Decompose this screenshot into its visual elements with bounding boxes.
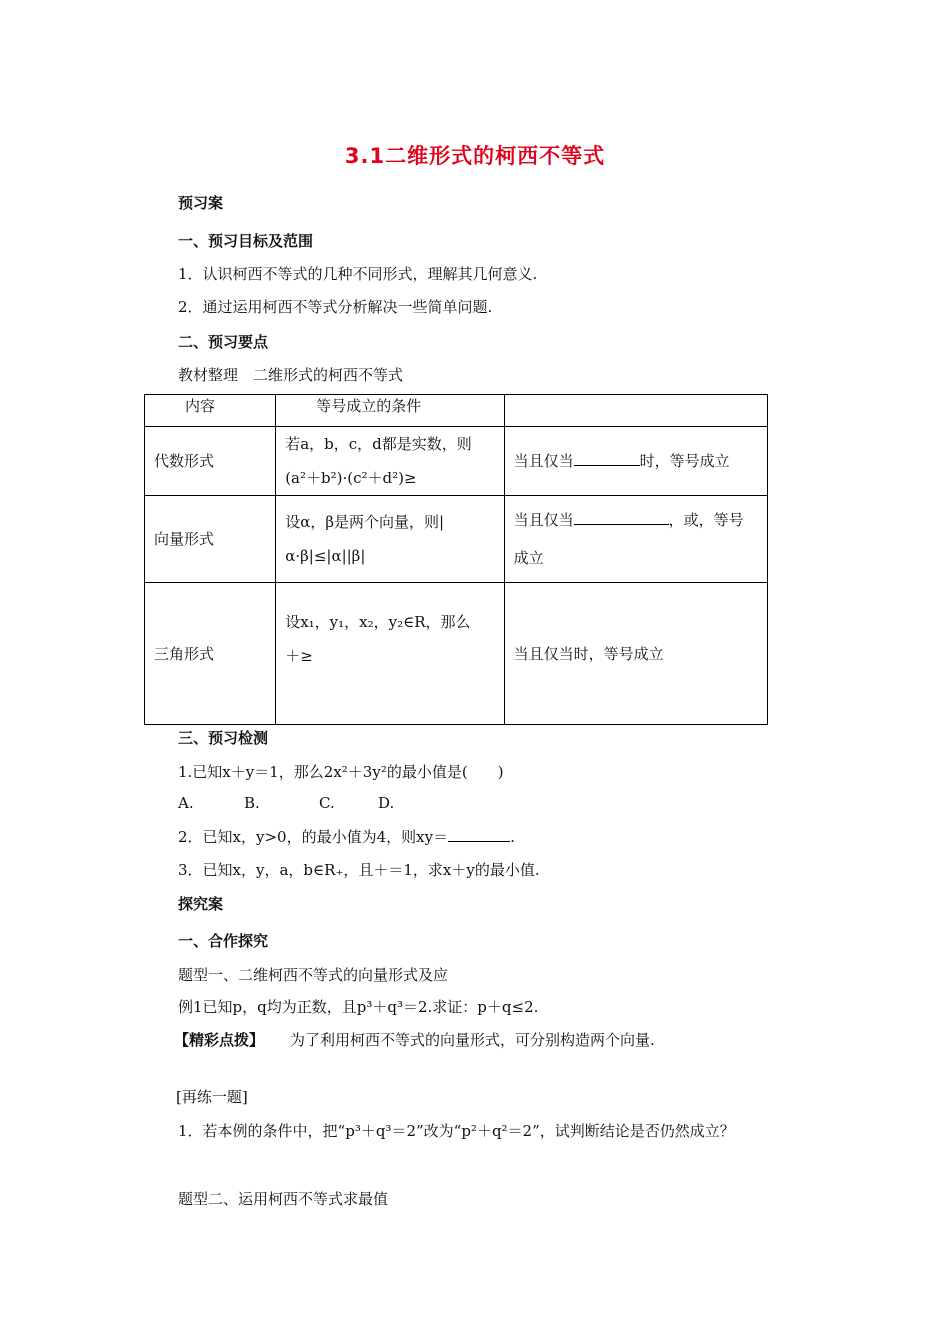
condition-text: 当且仅当 xyxy=(513,452,574,470)
condition-text: 时，等号成立 xyxy=(639,452,730,470)
section-3-heading: 三、预习检测 xyxy=(178,729,269,747)
content-line: 设α，β是两个向量，则| xyxy=(285,513,445,531)
table-row xyxy=(145,583,768,725)
content-line: α·β|≤|α||β| xyxy=(285,547,366,565)
form-trigonometric: 三角形式 xyxy=(145,583,276,725)
form-vector: 向量形式 xyxy=(145,496,276,583)
content-vector xyxy=(276,496,504,583)
question-1: 1.已知x＋y＝1，那么2x²＋3y²的最小值是( ) xyxy=(178,763,504,781)
question-2-text: . xyxy=(510,828,515,846)
option-b: B. xyxy=(244,794,260,812)
explore-heading: 探究案 xyxy=(178,895,224,913)
cooperation-heading: 一、合作探究 xyxy=(178,932,269,950)
option-a: A. xyxy=(178,794,194,812)
condition-algebraic xyxy=(504,427,767,496)
cauchy-forms-table xyxy=(144,394,768,725)
condition-vector xyxy=(504,496,767,583)
tip xyxy=(174,1029,655,1050)
section-1-heading: 一、预习目标及范围 xyxy=(178,232,314,250)
content-line: 若a，b，c，d都是实数，则 xyxy=(285,435,472,453)
answer-blank xyxy=(574,451,640,466)
header-empty xyxy=(504,395,767,427)
page-title: 3.1二维形式的柯西不等式 xyxy=(344,144,606,168)
condition-text: 成立 xyxy=(513,549,544,567)
question-2-text: 2．已知x，y>0，的最小值为4，则xy＝ xyxy=(178,828,449,846)
option-d: D. xyxy=(378,794,395,812)
type-2-heading: 题型二、运用柯西不等式求最值 xyxy=(178,1190,389,1208)
question-2 xyxy=(178,826,515,847)
table-row xyxy=(145,496,768,583)
content-line: (a²＋b²)·(c²＋d²)≥ xyxy=(285,469,417,487)
tip-label: 【精彩点拨】 xyxy=(174,1031,265,1049)
header-content: 内容 xyxy=(145,395,276,427)
condition-trigonometric: 当且仅当时，等号成立 xyxy=(504,583,767,725)
preview-heading: 预习案 xyxy=(178,194,224,212)
table-row xyxy=(145,427,768,496)
practice-label: [再练一题] xyxy=(176,1088,248,1106)
question-3: 3．已知x，y，a，b∈R₊，且＋＝1，求x＋y的最小值. xyxy=(178,861,540,879)
header-condition: 等号成立的条件 xyxy=(276,395,504,427)
goal-item-2: 2．通过运用柯西不等式分析解决一些简单问题. xyxy=(178,298,493,316)
answer-blank xyxy=(574,510,669,525)
condition-text: 当且仅当 xyxy=(513,511,574,529)
table-header-row xyxy=(145,395,768,427)
table-caption: 教材整理 二维形式的柯西不等式 xyxy=(178,366,404,384)
option-c: C. xyxy=(319,794,335,812)
type-1-heading: 题型一、二维柯西不等式的向量形式及应 xyxy=(178,966,449,984)
tip-text: 为了利用柯西不等式的向量形式，可分别构造两个向量. xyxy=(290,1031,655,1049)
example-1: 例1已知p，q均为正数，且p³＋q³＝2.求证：p＋q≤2. xyxy=(178,998,539,1016)
goal-item-1: 1．认识柯西不等式的几种不同形式，理解其几何意义. xyxy=(178,265,538,283)
practice-1: 1．若本例的条件中，把“p³＋q³＝2”改为“p²＋q²＝2”，试判断结论是否仍然成立？ xyxy=(178,1122,735,1140)
form-algebraic: 代数形式 xyxy=(145,427,276,496)
content-trigonometric xyxy=(276,583,504,725)
content-line: 设x₁，y₁，x₂，y₂∈R，那么 xyxy=(285,612,471,631)
content-line: ＋≥ xyxy=(285,646,313,665)
condition-text: ，或，等号 xyxy=(668,511,744,529)
section-2-heading: 二、预习要点 xyxy=(178,333,269,351)
content-algebraic xyxy=(276,427,504,496)
answer-blank xyxy=(448,827,510,842)
